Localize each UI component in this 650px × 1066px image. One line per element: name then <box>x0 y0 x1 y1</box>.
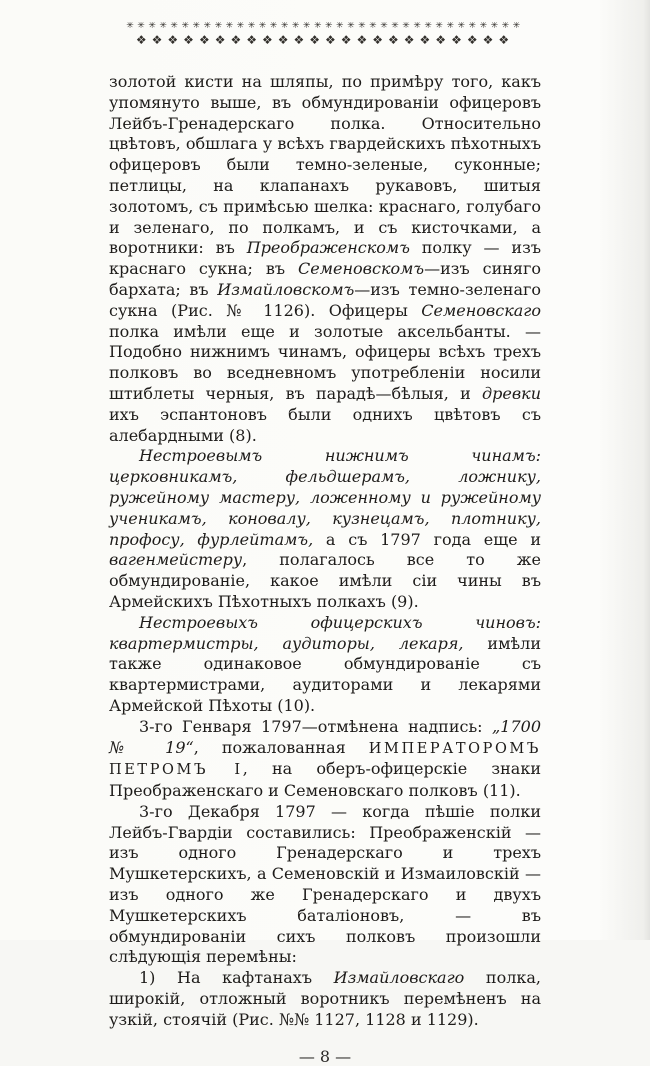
text-segment: Семеновскомъ <box>298 259 425 279</box>
text-segment: , полагалось все то же обмундированіе, какое имѣли сіи чины въ Армейскихъ Пѣхотныхъ полкахъ (9). <box>109 550 541 611</box>
text-segment: 3-го Генваря 1797—отмѣнена надпись: <box>139 716 492 736</box>
text-segment: полка, широкій, отложный воротникъ перемѣненъ на узкій, стоячій (Рис. №№ 1127, 1128 и 1129). <box>109 968 542 1029</box>
text-block <box>109 72 541 1031</box>
text-segment: золотой кисти на шляпы, по примѣру того, какъ упомянуто выше, въ обмундированіи офицеровъ Лейбъ-Гренадерскаго полка. Относительно цвѣтовъ, обшлага у всѣхъ гвардейскихъ пѣхотныхъ офицеровъ были темно-зеленые, суконные; петлицы, на клапанахъ рукавовъ, шитыя золотомъ, съ примѣсью шелка: краснаго, голубаго и зеленаго, по полкамъ, и съ кисточками, а воротники: въ <box>109 72 541 258</box>
text-segment: , на оберъ-офицерскіе знаки Преображенскаго и Семеновскаго полковъ (11). <box>109 759 541 801</box>
text-segment: 3-го Декабря 1797 — когда пѣшіе полки Лейбъ-Гвардіи составились: Преображенскій — изъ одного Гренадерскаго и трехъ Мушкетерскихъ, а Семеновскій и Измаиловскій — изъ одного же Гренадерскаго и двухъ Мушкетерскихъ баталіоновъ, — въ обмундированіи сихъ полковъ произошли слѣдующія перемѣны: <box>109 801 541 967</box>
text-segment: —изъ темно-зеленаго сукна (Рис. № 1126). Офицеры <box>109 279 542 320</box>
text-segment: полка имѣли еще и золотые аксельбанты. — Подобно нижнимъ чинамъ, офицеры всѣхъ трехъ полковъ во вседневномъ употребленіи носили штиблеты черныя, въ парадѣ—бѣлыя, и <box>109 321 541 403</box>
ornament-band <box>106 22 544 46</box>
text-segment: ИМПЕРАТОРОМЪ ПЕТРОМЪ I <box>109 740 541 779</box>
text-segment: —изъ синяго бархата; въ <box>109 259 542 299</box>
text-segment: 1) На кафтанахъ <box>139 968 334 988</box>
paragraph <box>109 72 541 446</box>
text-segment: Измайловскомъ <box>217 279 355 299</box>
paragraph <box>109 717 541 802</box>
text-segment: древки <box>481 383 541 403</box>
text-segment: Семеновскаго <box>421 300 541 320</box>
text-segment: ихъ эспантоновъ были однихъ цвѣтовъ съ алебардными (8). <box>109 404 541 445</box>
text-segment: Измайловскаго <box>333 968 465 988</box>
paragraph <box>109 802 541 968</box>
text-segment: Преображенскомъ <box>246 238 410 258</box>
text-segment: вагенмейстеру <box>109 550 243 570</box>
paragraph <box>109 968 541 1030</box>
paragraph <box>109 613 541 717</box>
text-segment: а съ 1797 года еще и <box>313 529 542 549</box>
ornament-row-bottom-icon: ❖❖❖❖❖❖❖❖❖❖❖❖❖❖❖❖❖❖❖❖❖❖❖❖ <box>135 34 515 46</box>
text-segment: Нестроевымъ нижнимъ чинамъ: церковникамъ, фельдшерамъ, ложнику, ружейному мастеру, ложенному и ружейному ученикамъ, коновалу, кузнецамъ, плотнику, профосу, фурлейтамъ, <box>109 446 541 549</box>
ornament-row-top-icon: ✳✳✳✳✳✳✳✳✳✳✳✳✳✳✳✳✳✳✳✳✳✳✳✳✳✳✳✳✳✳✳✳✳✳✳✳ <box>126 22 524 31</box>
text-segment: „1700 № 19“ <box>109 716 541 757</box>
text-segment: , пожалованная <box>193 737 369 757</box>
text-segment: имѣли также одинаковое обмундированіе съ квартермистрами, аудиторами и лекарями Армейской Пѣхоты (10). <box>109 633 542 715</box>
paragraph <box>109 446 541 612</box>
text-segment: полку — изъ краснаго сукна; въ <box>109 238 541 279</box>
page-number: — 8 — <box>298 1046 352 1066</box>
text-segment: Нестроевыхъ офицерскихъ чиновъ: квартермистры, аудиторы, лекаря, <box>109 612 541 653</box>
